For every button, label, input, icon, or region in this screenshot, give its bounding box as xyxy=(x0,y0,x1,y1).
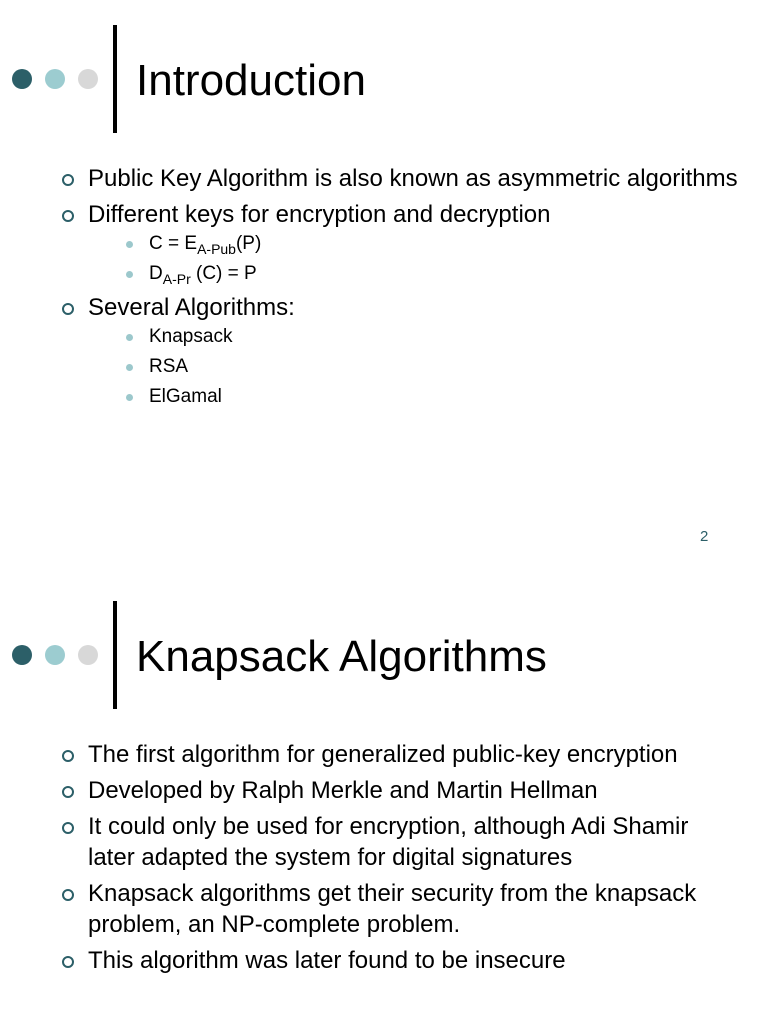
bullet-text: This algorithm was later found to be insecure xyxy=(88,947,566,974)
bullet-text: Public Key Algorithm is also known as asymmetric algorithms xyxy=(88,165,738,192)
list-item xyxy=(60,775,740,806)
list-item xyxy=(116,232,740,256)
bullet-text: Several Algorithms: xyxy=(88,294,295,321)
list-item xyxy=(116,385,740,409)
list-item xyxy=(60,292,740,409)
title-divider xyxy=(113,25,117,133)
bullet-text: Developed by Ralph Merkle and Martin Hellman xyxy=(88,777,598,804)
bullet-text: The first algorithm for generalized public-key encryption xyxy=(88,741,678,768)
ring-bullet-icon xyxy=(62,210,74,222)
title-divider xyxy=(113,601,117,709)
equation-encrypt: $C = E_{A-Pub}(P)$ xyxy=(149,233,262,257)
list-item xyxy=(60,811,740,873)
list-item xyxy=(60,739,740,770)
ring-bullet-icon xyxy=(62,889,74,901)
algorithm-name: ElGamal xyxy=(149,386,222,407)
dot-bullet-icon xyxy=(126,334,133,341)
dot-light-icon xyxy=(45,69,65,89)
dot-dark-icon xyxy=(12,69,32,89)
page-number: 2 xyxy=(700,528,709,545)
list-item xyxy=(116,325,740,349)
ring-bullet-icon xyxy=(62,822,74,834)
list-item xyxy=(60,163,740,194)
list-item xyxy=(116,262,740,286)
bullet-text: It could only be used for encryption, although Adi Shamir later adapted the system for digital signatures xyxy=(88,813,689,871)
list-item xyxy=(60,878,740,940)
list-item xyxy=(116,355,740,379)
dot-dark-icon xyxy=(12,645,32,665)
ring-bullet-icon xyxy=(62,303,74,315)
dot-bullet-icon xyxy=(126,271,133,278)
dot-gray-icon xyxy=(78,69,98,89)
slide-knapsack xyxy=(0,576,768,1024)
list-item xyxy=(60,199,740,286)
dot-bullet-icon xyxy=(126,241,133,248)
slide-title: Introduction xyxy=(136,56,366,105)
algorithm-list xyxy=(88,325,740,409)
dot-bullet-icon xyxy=(126,394,133,401)
decorative-dots xyxy=(12,69,102,89)
bullet-list xyxy=(60,163,740,415)
dot-bullet-icon xyxy=(126,364,133,371)
algorithm-name: Knapsack xyxy=(149,326,233,347)
equation-decrypt: $D_{A-Pr}$ (C) = P xyxy=(149,263,257,287)
equation-list xyxy=(88,232,740,286)
ring-bullet-icon xyxy=(62,174,74,186)
dot-gray-icon xyxy=(78,645,98,665)
ring-bullet-icon xyxy=(62,786,74,798)
bullet-list xyxy=(60,739,740,981)
slide-title: Knapsack Algorithms xyxy=(136,632,547,681)
ring-bullet-icon xyxy=(62,750,74,762)
bullet-text: Knapsack algorithms get their security from the knapsack problem, an NP-complete problem. xyxy=(88,880,697,938)
bullet-text: Different keys for encryption and decryption xyxy=(88,201,551,228)
list-item xyxy=(60,945,740,976)
decorative-dots xyxy=(12,645,102,665)
dot-light-icon xyxy=(45,645,65,665)
ring-bullet-icon xyxy=(62,956,74,968)
algorithm-name: RSA xyxy=(149,356,189,377)
